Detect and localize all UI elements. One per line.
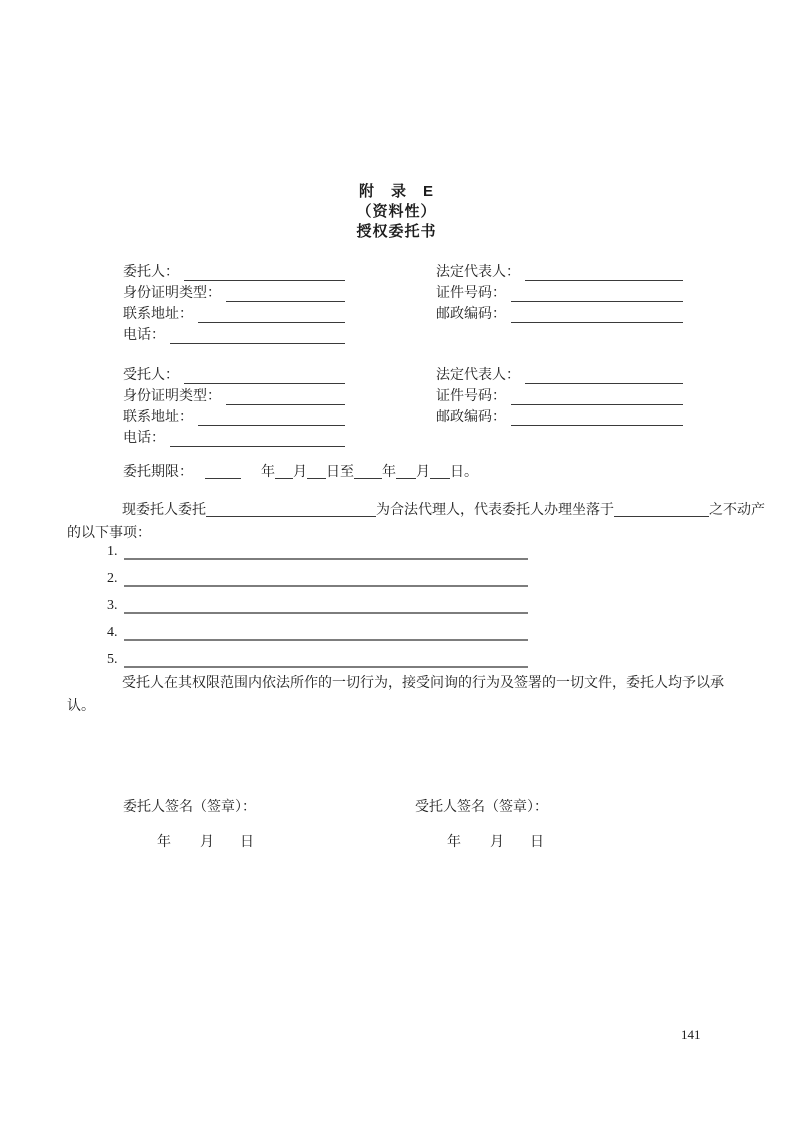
principal-row-address	[123, 302, 683, 323]
list-item-number: 2.	[107, 571, 118, 586]
term-month-end-blank	[396, 466, 416, 479]
entrustment-paragraph-line2: 的以下事项：	[67, 526, 151, 541]
principal-signature-date	[157, 831, 254, 851]
term-month-start-blank	[275, 466, 293, 479]
term-year2-text: 年	[382, 465, 396, 480]
term-day-start-blank	[307, 466, 326, 479]
principal-phone-label: 电话：	[123, 328, 165, 343]
agent-phone-label: 电话：	[123, 431, 165, 446]
principal-name-blank	[184, 265, 345, 281]
list-item-number: 1.	[107, 544, 118, 559]
entrustment-paragraph-line1	[67, 499, 765, 522]
entrust-segment1: 现委托人委托	[122, 503, 206, 518]
agent-row-phone	[123, 426, 683, 447]
agent-row-id-type	[123, 384, 683, 405]
principal-id-number-blank	[511, 286, 683, 302]
list-item-blank	[124, 572, 529, 587]
agent-signature-label: 受托人签名（签章）：	[415, 800, 548, 815]
date-day-text: 日	[240, 835, 254, 850]
agent-address-blank	[198, 410, 345, 426]
agent-phone-blank	[170, 431, 345, 447]
agent-postal-code-label: 邮政编码：	[436, 410, 506, 425]
agent-address-label: 联系地址：	[123, 410, 193, 425]
entrust-segment2: 为合法代理人，代表委托人办理坐落于	[376, 503, 614, 518]
principal-id-number-label: 证件号码：	[436, 286, 506, 301]
closing-paragraph-line1: 受托人在其权限范围内依法所作的一切行为，接受问询的行为及签署的一切文件，委托人均予以承	[122, 676, 724, 691]
date-day-text: 日	[530, 835, 544, 850]
list-item-blank	[124, 653, 529, 668]
principal-address-label: 联系地址：	[123, 307, 193, 322]
list-item-blank	[124, 545, 529, 560]
agent-name-blank	[184, 368, 345, 384]
agent-name-label: 受托人：	[123, 368, 179, 383]
agent-id-type-label: 身份证明类型：	[123, 389, 221, 404]
term-day-to-text: 日至	[326, 465, 354, 480]
principal-signature-label: 委托人签名（签章）：	[123, 800, 256, 815]
term-year-start-blank	[205, 466, 241, 479]
entrust-segment3: 之不动产	[709, 503, 765, 518]
document-title: 授权委托书	[356, 223, 437, 240]
agent-id-number-blank	[511, 389, 683, 405]
principal-phone-blank	[170, 328, 345, 344]
list-item	[107, 560, 528, 587]
term-label: 委托期限：	[123, 465, 193, 480]
principal-id-type-blank	[226, 286, 345, 302]
principal-legal-rep-blank	[525, 265, 683, 281]
list-item-blank	[124, 599, 529, 614]
term-year1-text: 年	[261, 465, 275, 480]
closing-paragraph	[67, 672, 757, 718]
list-item-number: 3.	[107, 598, 118, 613]
date-year-text: 年	[157, 835, 171, 850]
principal-address-blank	[198, 307, 345, 323]
appendix-type: （资料性）	[356, 203, 437, 220]
date-month-text: 月	[490, 835, 504, 850]
closing-paragraph-line2: 认。	[67, 699, 95, 714]
list-item-blank	[124, 626, 529, 641]
principal-row-id-type	[123, 281, 683, 302]
term-day-end-blank	[430, 466, 450, 479]
agent-signature-date	[447, 831, 544, 851]
principal-name-label: 委托人：	[123, 265, 179, 280]
term-day-end-text: 日。	[450, 465, 478, 480]
page-number: 141	[681, 1027, 701, 1042]
appendix-label: 附 录 E	[358, 183, 434, 200]
agent-id-number-label: 证件号码：	[436, 389, 506, 404]
list-item	[107, 533, 528, 560]
entrustment-term-line	[123, 464, 478, 482]
agent-info-section	[123, 363, 683, 447]
principal-postal-code-blank	[511, 307, 683, 323]
date-year-text: 年	[447, 835, 461, 850]
list-item	[107, 587, 528, 614]
property-location-inline-blank	[614, 504, 709, 517]
agent-postal-code-blank	[511, 410, 683, 426]
principal-row-phone	[123, 323, 683, 344]
agent-id-type-blank	[226, 389, 345, 405]
agent-row-address	[123, 405, 683, 426]
list-item	[107, 614, 528, 641]
principal-postal-code-label: 邮政编码：	[436, 307, 506, 322]
principal-legal-rep-label: 法定代表人：	[436, 265, 520, 280]
agent-legal-rep-label: 法定代表人：	[436, 368, 520, 383]
list-item-number: 5.	[107, 652, 118, 667]
term-year-end-blank	[354, 466, 382, 479]
entrusted-matters-list	[107, 533, 528, 668]
agent-name-inline-blank	[206, 504, 376, 517]
list-item	[107, 641, 528, 668]
agent-legal-rep-blank	[525, 368, 683, 384]
list-item-number: 4.	[107, 625, 118, 640]
appendix-title-block	[0, 182, 793, 242]
term-month1-text: 月	[293, 465, 307, 480]
date-month-text: 月	[200, 835, 214, 850]
principal-id-type-label: 身份证明类型：	[123, 286, 221, 301]
agent-row-name	[123, 363, 683, 384]
principal-info-section	[123, 260, 683, 344]
term-month2-text: 月	[416, 465, 430, 480]
principal-row-name	[123, 260, 683, 281]
